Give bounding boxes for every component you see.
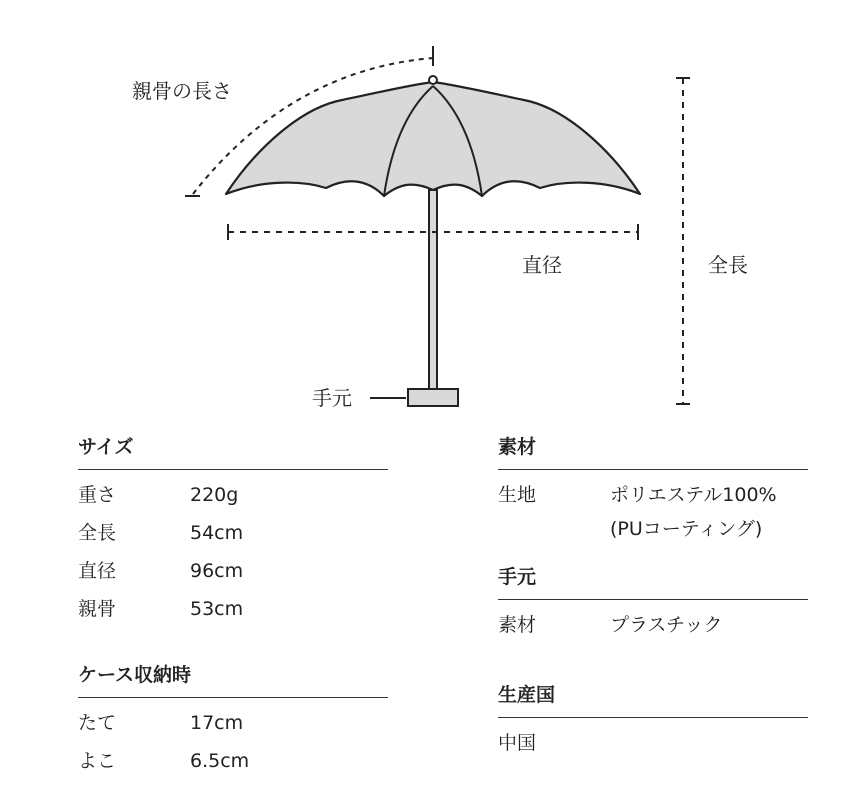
size-key: 全長 (78, 522, 117, 544)
size-key: 重さ (78, 484, 117, 506)
case-key: よこ (78, 750, 117, 772)
origin-section (498, 680, 808, 762)
case-row-height (78, 704, 388, 742)
size-row-total-length (78, 514, 388, 552)
diameter-label: 直径 (522, 253, 562, 277)
size-value: 53cm (190, 598, 244, 620)
material-value-line1: ポリエステル100% (610, 484, 777, 506)
material-section (498, 432, 808, 546)
case-title: ケース収納時 (78, 660, 388, 698)
origin-value: 中国 (498, 732, 537, 754)
size-section (78, 432, 388, 628)
case-section (78, 660, 388, 780)
case-value: 6.5cm (190, 750, 250, 772)
origin-title: 生産国 (498, 680, 808, 718)
origin-row (498, 724, 808, 762)
handle-key: 素材 (498, 614, 537, 636)
size-key: 直径 (78, 560, 117, 582)
handle-label: 手元 (312, 386, 352, 410)
umbrella-canopy (226, 82, 640, 196)
size-value: 54cm (190, 522, 244, 544)
umbrella-tip (429, 76, 437, 84)
handle-title: 手元 (498, 562, 808, 600)
size-value: 96cm (190, 560, 244, 582)
size-title: サイズ (78, 432, 388, 470)
material-value-line2: (PUコーティング) (610, 518, 763, 540)
case-row-width (78, 742, 388, 780)
material-key: 生地 (498, 484, 537, 506)
material-title: 素材 (498, 432, 808, 470)
total-length-label: 全長 (708, 253, 748, 277)
case-key: たて (78, 712, 117, 734)
size-value: 220g (190, 484, 239, 506)
rib-length-label: 親骨の長さ (132, 79, 232, 103)
material-value (610, 478, 808, 546)
size-row-diameter (78, 552, 388, 590)
handle-section (498, 562, 808, 644)
size-row-rib (78, 590, 388, 628)
case-value: 17cm (190, 712, 244, 734)
umbrella-handle (408, 389, 458, 406)
size-key: 親骨 (78, 598, 117, 620)
handle-row-material (498, 606, 808, 644)
umbrella-shaft (429, 190, 437, 390)
handle-value: プラスチック (610, 614, 723, 636)
material-row-fabric (498, 478, 808, 546)
size-row-weight (78, 476, 388, 514)
